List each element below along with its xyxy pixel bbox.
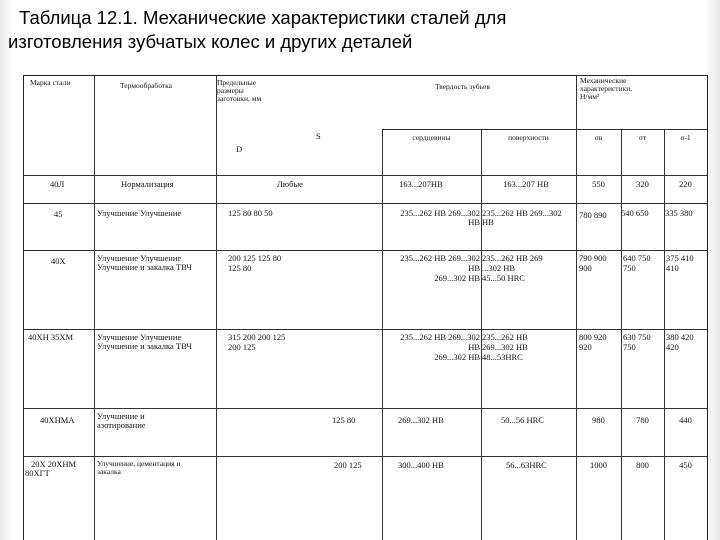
- row2-core-line2: НВ: [468, 217, 480, 227]
- slide-title: [8, 6, 708, 54]
- row3-surface-line1: 235...262 НВ 269: [482, 253, 543, 263]
- row1-sigma-minus1: 220: [679, 179, 692, 189]
- row3-surface-line2: ...302 НВ: [482, 263, 516, 273]
- row6-grade-line1: 20Х 20ХНМ: [31, 459, 77, 469]
- header-mech-line1: Механические: [580, 76, 627, 85]
- row3-core-line3: 269...302 НВ: [434, 273, 480, 283]
- header-size-line1: Предельные: [217, 78, 257, 87]
- grid-line: [621, 129, 622, 540]
- grid-line: [24, 175, 707, 176]
- header-grade: Марка стали: [30, 78, 71, 87]
- row1-sigma-t: 320: [636, 179, 649, 189]
- grid-line: [576, 129, 707, 130]
- grid-line: [24, 456, 707, 457]
- row1-surface: 163...207 НВ: [503, 179, 549, 189]
- row2-core-line1: 235...262 НВ 269...302: [400, 208, 480, 218]
- row3-sigma-t-line2: 750: [623, 263, 636, 273]
- row4-surface-line1: 235...262 НВ: [482, 332, 528, 342]
- row6-sigma-b: 1000: [590, 460, 607, 470]
- row1-treatment: Нормализация: [121, 179, 174, 189]
- row6-size-s: 200 125: [334, 460, 362, 470]
- row2-surface-line1: 235...262 НВ 269...302: [482, 208, 562, 218]
- row5-size-s: 125 80: [332, 415, 356, 425]
- row2-sigma-minus1: 335 380: [665, 208, 693, 218]
- row4-core-line3: 269...302 НВ: [434, 352, 480, 362]
- row4-treatment-line1: Улучшение Улучшение: [97, 332, 182, 342]
- row4-sigma-minus1-line1: 380 420: [666, 332, 694, 342]
- grid-line: [24, 408, 707, 409]
- grid-line: [664, 129, 665, 540]
- header-sigma-t: σт: [638, 133, 647, 142]
- row3-sigma-minus1-line2: 410: [666, 263, 679, 273]
- row5-grade: 40ХНМА: [40, 415, 75, 425]
- header-sigma-b: σв: [594, 133, 603, 142]
- row2-sigma-t: 540 650: [621, 208, 649, 218]
- row2-surface-line2: НВ: [482, 217, 494, 227]
- header-mech-line3: Н/мм²: [580, 92, 600, 101]
- header-s: S: [316, 131, 321, 141]
- row4-size-line2: 200 125: [228, 342, 256, 352]
- row3-treatment-line1: Улучшение Улучшение: [97, 253, 182, 263]
- grid-line: [24, 250, 707, 251]
- row4-core-line1: 235...262 НВ 269...302: [400, 332, 480, 342]
- row3-sigma-b-line1: 790 900: [579, 253, 607, 263]
- header-mech-line2: характеристики,: [580, 84, 633, 93]
- row6-surface: 56...63HRC: [506, 460, 547, 470]
- row3-treatment-line2: Улучшение и закалка ТВЧ: [97, 262, 192, 272]
- title-line-2: изготовления зубчатых колес и других деталей: [8, 31, 413, 52]
- row6-grade-line2: 80ХГТ: [25, 468, 50, 478]
- row5-surface: 50...56 HRC: [501, 415, 544, 425]
- row3-core-line2: НВ: [468, 263, 480, 273]
- row1-sigma-b: 550: [592, 179, 605, 189]
- row5-treatment-line2: азотирование: [97, 420, 146, 430]
- row3-surface-line3: 45...50 HRC: [482, 273, 525, 283]
- grid-line: [94, 76, 95, 540]
- grid-line: [216, 76, 217, 540]
- row3-size-line2: 125 80: [228, 263, 252, 273]
- row6-treatment-line1: Улучшение, цементация и: [97, 459, 181, 468]
- header-treatment: Термообработка: [120, 81, 173, 90]
- row4-size-line1: 315 200 200 125: [228, 332, 286, 342]
- row4-sigma-b-line1: 800 920: [579, 332, 607, 342]
- header-d: D: [236, 144, 243, 154]
- row1-size: Любые: [277, 179, 303, 189]
- row4-sigma-minus1-line2: 420: [666, 342, 679, 352]
- header-surface: поверхности: [508, 133, 549, 142]
- row5-sigma-b: 980: [592, 415, 605, 425]
- title-line-1: Таблица 12.1. Механические характеристики сталей для: [19, 7, 507, 28]
- header-size-line2: размеры: [217, 86, 244, 95]
- row5-sigma-t: 780: [636, 415, 649, 425]
- row3-sigma-b-line2: 900: [579, 263, 592, 273]
- grid-line: [24, 203, 707, 204]
- row5-treatment-line1: Улучшение и: [97, 411, 145, 421]
- row4-sigma-t-line1: 630 750: [623, 332, 651, 342]
- row6-sigma-minus1: 450: [679, 460, 692, 470]
- header-core: сердцевины: [412, 133, 451, 142]
- row2-grade: 45: [54, 209, 63, 219]
- row1-core: 163...207НВ: [399, 179, 443, 189]
- grid-line: [24, 329, 707, 330]
- row4-sigma-b-line2: 920: [579, 342, 592, 352]
- steel-properties-table: [23, 75, 708, 540]
- row3-core-line1: 235...262 НВ 269...302: [400, 253, 480, 263]
- header-hardness: Твердость зубьев: [435, 82, 490, 91]
- row6-core: 300...400 НВ: [398, 460, 444, 470]
- row3-sigma-minus1-line1: 375 410: [666, 253, 694, 263]
- row4-surface-line2: 269...302 НВ: [482, 342, 528, 352]
- row3-grade: 40Х: [51, 256, 66, 266]
- row5-sigma-minus1: 440: [679, 415, 692, 425]
- row6-sigma-t: 800: [636, 460, 649, 470]
- header-size-line3: заготовки, мм: [217, 94, 262, 103]
- row5-core: 269...302 НВ: [398, 415, 444, 425]
- row2-treatment: Улучшение Улучшение: [97, 208, 182, 218]
- row3-size-line1: 200 125 125 80: [228, 253, 282, 263]
- row4-surface-line3: 48...53HRC: [482, 352, 523, 362]
- row4-treatment-line2: Улучшение и закалка ТВЧ: [97, 341, 192, 351]
- row2-sigma-b: 780 890: [579, 210, 607, 220]
- grid-line: [382, 129, 576, 130]
- row4-sigma-t-line2: 750: [623, 342, 636, 352]
- row1-grade: 40Л: [50, 179, 65, 189]
- row6-treatment-line2: закалка: [97, 467, 121, 476]
- row4-grade: 40ХН 35ХМ: [28, 332, 74, 342]
- row4-core-line2: НВ: [468, 342, 480, 352]
- header-sigma-minus1: σ-1: [680, 133, 691, 142]
- row3-sigma-t-line1: 640 750: [623, 253, 651, 263]
- row2-size: 125 80 80 50: [228, 208, 273, 218]
